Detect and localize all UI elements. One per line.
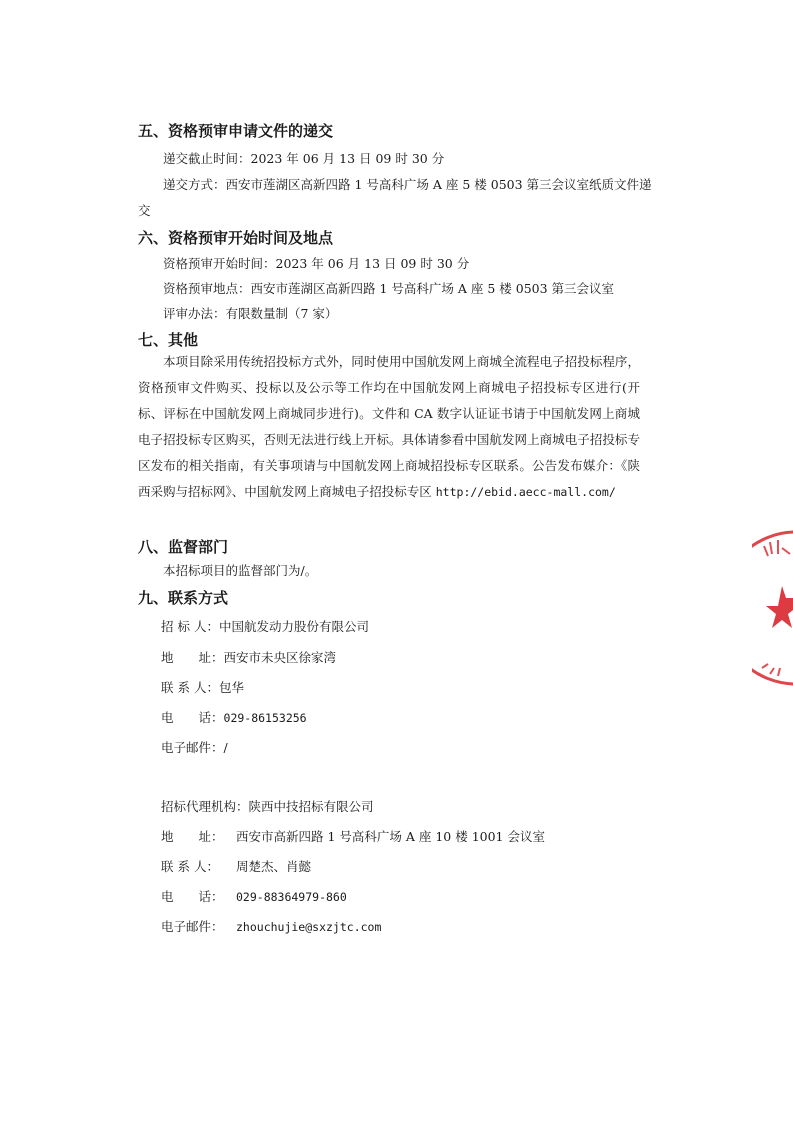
section-6-heading: 六、资格预审开始时间及地点	[138, 229, 334, 247]
prequal-location: 资格预审地点：西安市莲湖区高新四路 1 号高科广场 A 座 5 楼 0503 第三会议室	[163, 281, 615, 296]
tenderer-phone-row	[161, 709, 307, 727]
agent-contact-label: 联 系 人：	[161, 859, 219, 874]
tenderer-address-row	[161, 649, 336, 667]
tenderer-contact: 包华	[218, 680, 244, 695]
tenderer-email-label: 电子邮件：	[161, 740, 224, 755]
tenderer-contact-row	[161, 679, 244, 697]
section-8-heading: 八、监督部门	[138, 538, 229, 556]
submission-method-line1: 递交方式：西安市莲湖区高新四路 1 号高科广场 A 座 5 楼 0503 第三会议室纸质文件递	[163, 177, 652, 192]
agent-phone-row	[161, 888, 347, 906]
section-5-heading: 五、资格预审申请文件的递交	[138, 122, 334, 140]
agent-name-row	[161, 798, 374, 816]
official-seal-icon	[752, 528, 793, 688]
agent-address-row	[161, 828, 545, 846]
tenderer-contact-label: 联 系 人：	[161, 680, 219, 695]
agent-contact-row	[161, 858, 311, 876]
agent-name: 陕西中技招标有限公司	[248, 799, 374, 814]
agent-phone: 029-88364979-860	[236, 890, 347, 904]
agent-address: 西安市高新四路 1 号高科广场 A 座 10 楼 1001 会议室	[236, 829, 545, 844]
other-paragraph	[138, 349, 640, 505]
supervision-text: 本招标项目的监督部门为/。	[163, 563, 318, 578]
agent-phone-label: 电 话：	[161, 889, 224, 904]
tenderer-name: 中国航发动力股份有限公司	[218, 619, 369, 634]
prequal-start-time: 资格预审开始时间：2023 年 06 月 13 日 09 时 30 分	[163, 256, 470, 271]
tenderer-phone-label: 电 话：	[161, 710, 224, 725]
section-9-heading: 九、联系方式	[138, 589, 229, 607]
tenderer-address-label: 地 址：	[161, 650, 224, 665]
agent-email-row	[161, 918, 381, 936]
agent-contact: 周楚杰、肖懿	[236, 859, 312, 874]
agent-address-label: 地 址：	[161, 829, 224, 844]
agent-email[interactable]: zhouchujie@sxzjtc.com	[236, 920, 382, 934]
tenderer-name-label: 招 标 人：	[161, 619, 219, 634]
evaluation-method: 评审办法：有限数量制（7 家）	[163, 306, 338, 321]
submission-deadline: 递交截止时间：2023 年 06 月 13 日 09 时 30 分	[163, 151, 445, 166]
tenderer-email: /	[223, 740, 228, 755]
other-paragraph-text: 本项目除采用传统招投标方式外，同时使用中国航发网上商城全流程电子招投标程序，资格预审文件购买、投标以及公示等工作均在中国航发网上商城电子招投标专区进行(开标、评标在中国航发网上商城同步进行)。文件和 CA 数字认证证书请于中国航发网上商城电子招投标专区购买，否则无法进行线上开标。具体请参看中国航发网上商城电子招投标专区发布的相关指南，有关事项请与中国航发网上商城招投标专区联系。公告发布媒介：《陕西采购与招标网》、中国航发网上商城电子招投标专区	[138, 354, 640, 499]
tenderer-email-row	[161, 739, 228, 757]
platform-url-link[interactable]: http://ebid.aecc-mall.com/	[435, 485, 616, 499]
agent-email-label: 电子邮件：	[161, 919, 224, 934]
section-7-heading: 七、其他	[138, 331, 199, 349]
tenderer-address: 西安市未央区徐家湾	[223, 650, 337, 665]
agent-name-label: 招标代理机构：	[161, 799, 249, 814]
tenderer-name-row	[161, 618, 369, 636]
tenderer-phone: 029-86153256	[223, 711, 307, 725]
submission-method-line2: 交	[138, 203, 151, 218]
